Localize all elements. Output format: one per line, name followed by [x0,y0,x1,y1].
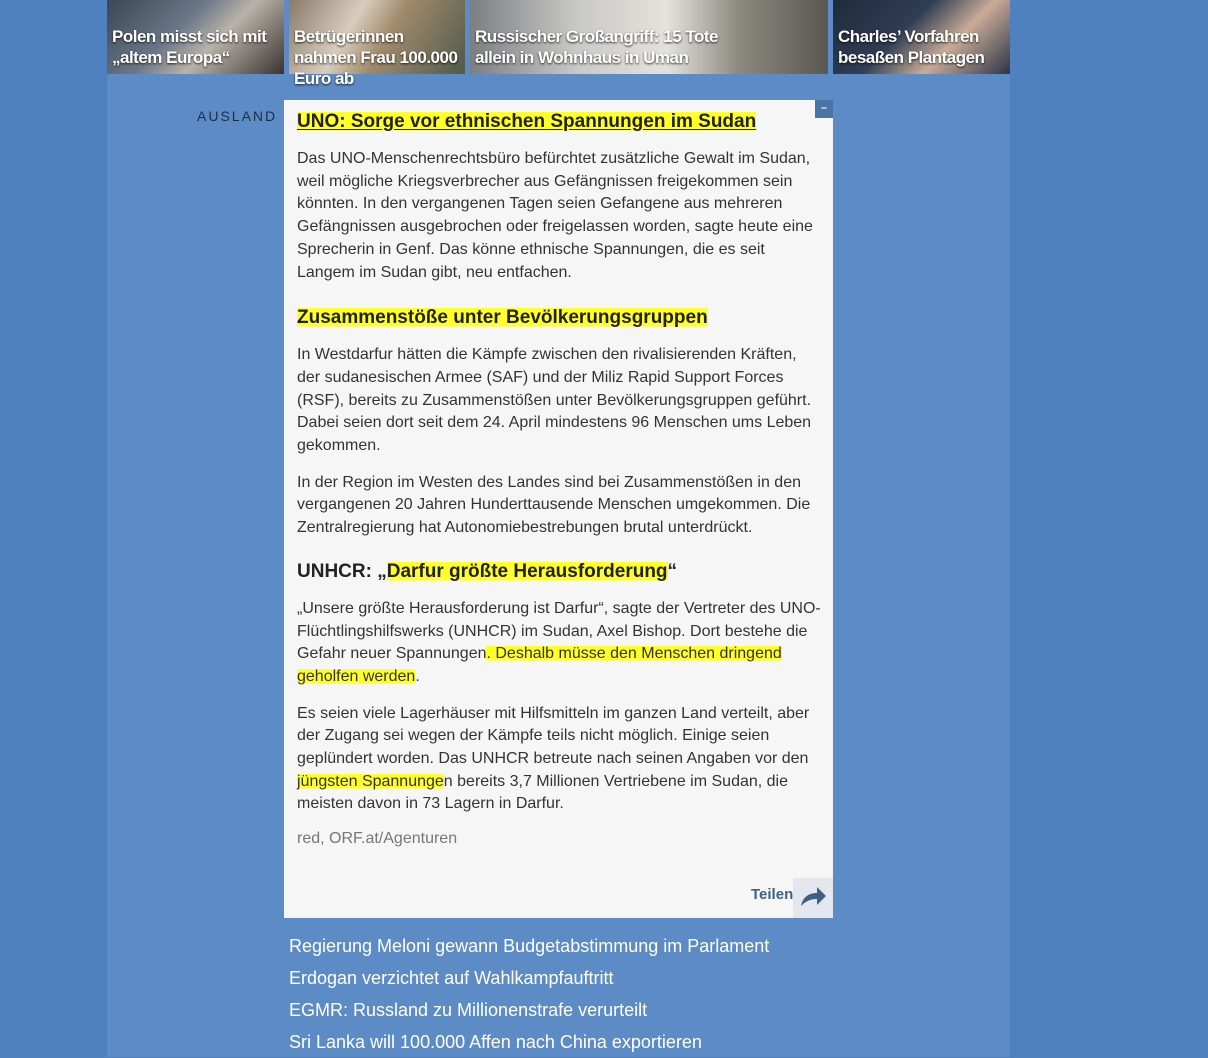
teaser-title: Polen misst sich mit „altem Europa“ [112,27,267,67]
article-card [284,100,833,918]
teaser-uman[interactable] [470,0,828,74]
article-title[interactable] [297,110,821,134]
share-arrow-icon [793,878,833,918]
teaser-polen[interactable] [107,0,284,74]
teaser-charles[interactable] [833,0,1010,74]
paragraph-text: Es seien viele Lagerhäuser mit Hilfsmitteln im ganzen Land verteilt, aber der Zugang sei wegen der Kämpfe teils nicht möglich. Einige seien geplündert worden. Das UNHCR betreute nach seinen Angaben vor den [297,704,810,768]
teaser-betrug[interactable] [289,0,465,88]
subheading-suffix: “ [667,560,678,582]
teaser-title: Betrügerinnen nahmen Frau 100.000 Euro ab [294,27,458,88]
related-link[interactable]: Erdogan verzichtet auf Wahlkampfauftritt [289,968,614,988]
related-link[interactable]: Sri Lanka will 100.000 Affen nach China exportieren [289,1032,702,1052]
article-paragraph: In Westdarfur hätten die Kämpfe zwischen den rivalisierenden Kräften, der sudanesischen Armee (SAF) und der Miliz Rapid Support Forces (RSF), bereits zu Zusammenstößen unter Bevölkerungsgruppen geführt. Dabei seien dort seit dem 24. April mindestens 96 Menschen ums Leben gekommen. [297,346,812,455]
share-button[interactable] [751,878,833,918]
section-label: AUSLAND [197,108,278,124]
paragraph-text: „Unsere größte Herausforderung ist Darfur“, sagte der Vertreter des UNO-Flüchtlingshilfswerks (UNHCR) im Sudan, Axel Bishop. Dort bestehe die Gefahr neuer Spannungen [297,599,821,663]
article-paragraph [297,598,821,689]
article-paragraph: Das UNO-Menschenrechtsbüro befürchtet zusätzliche Gewalt im Sudan, weil mögliche Kriegsverbrecher aus Gefängnissen freigekommen sein könnten. In den vergangenen Tagen seien Gefangene aus mehreren Gefängnissen ausgebrochen oder freigelassen worden, sagte heute eine Sprecherin in Genf. Das könne ethnische Spannungen, die es seit Langem im Sudan gibt, neu entfachen. [297,150,813,281]
article-source: red, ORF.at/Agenturen [297,830,458,848]
teaser-title: Charles’ Vorfahren besaßen Plantagen [838,27,985,67]
article-paragraph [297,703,821,817]
paragraph-highlight: . Deshalb müsse den Menschen dringend geholfen werden [297,645,782,685]
related-link[interactable]: EGMR: Russland zu Millionenstrafe verurteilt [289,1000,648,1020]
related-link[interactable]: Regierung Meloni gewann Budgetabstimmung im Parlament [289,936,770,956]
collapse-button[interactable]: – [815,100,833,118]
subheading-text: Zusammenstöße unter Bevölkerungsgruppen [297,307,708,329]
subheading-prefix: UNHCR: „ [297,560,387,582]
teaser-title: Russischer Großangriff: 15 Tote allein in Wohnhaus in Uman [475,27,719,67]
article-subheading [297,306,821,330]
related-links [289,930,769,1058]
article-paragraph: In der Region im Westen des Landes sind bei Zusammenstößen in den vergangenen 20 Jahren Hunderttausende Menschen umgekommen. Die Zentralregierung hat Autonomiebestrebungen brutal unterdrückt. [297,473,811,537]
paragraph-highlight: jüngsten Spannunge [297,772,444,790]
subheading-highlight: Darfur größte Herausforderung [386,560,668,582]
share-label: Teilen [751,886,794,903]
article-title-text: UNO: Sorge vor ethnischen Spannungen im Sudan [297,111,757,132]
paragraph-text: . [415,667,420,685]
paragraph-text: n bereits 3,7 Millionen Vertriebene im Sudan, die meisten davon in 73 Lagern in Darfur. [297,772,788,813]
article-subheading [297,560,821,584]
